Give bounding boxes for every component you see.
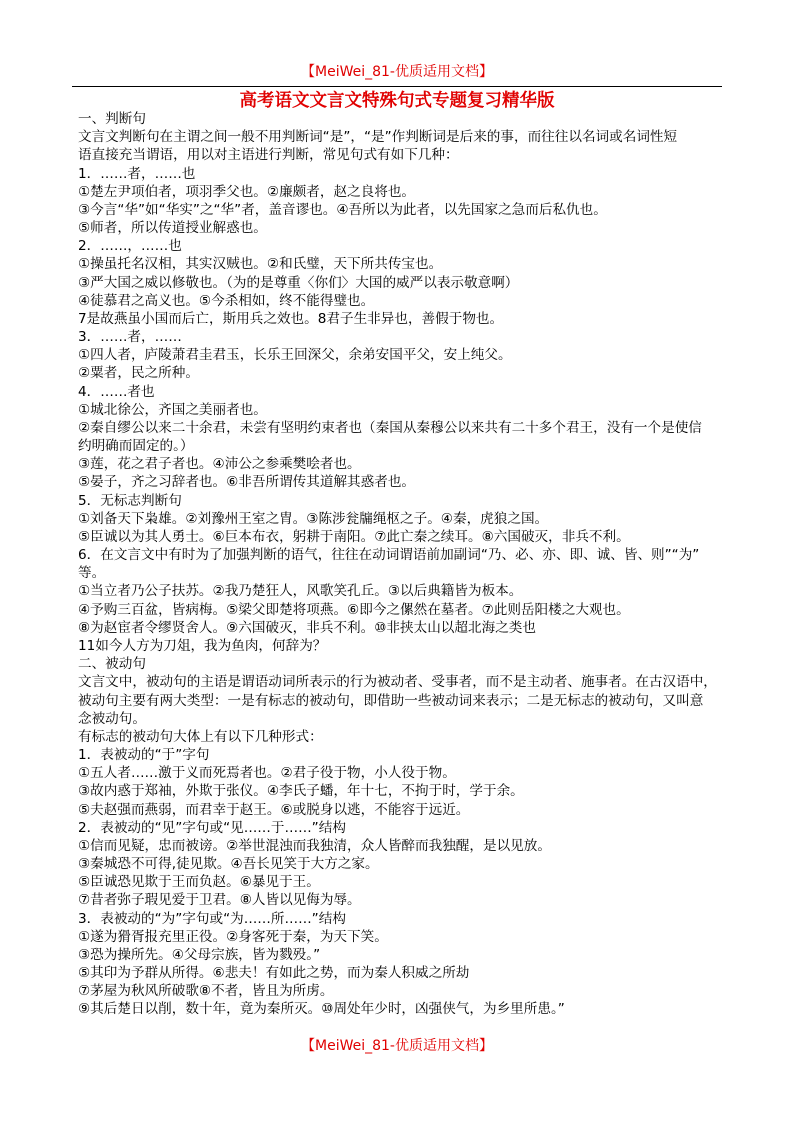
text-line: 7是故燕虽小国而后亡，斯用兵之效也。8君子生非异也，善假于物也。: [78, 310, 504, 327]
text-line: ⑨其后楚日以削，数十年，竟为秦所灭。⑩周处年少时，凶强侠气，为乡里所患。”: [78, 1001, 565, 1018]
text-line: ①遂为猾胥报充里正役。②身客死于秦，为天下笑。: [78, 928, 388, 945]
section-heading-judgment: 一、判断句: [78, 111, 146, 127]
text-line: 语直接充当谓语，用以对主语进行判断，常见句式有如下几种：: [78, 147, 459, 164]
header-divider: [72, 86, 722, 87]
text-line: ①信而见疑，忠而被谤。②举世混浊而我独清，众人皆醉而我独醒，是以见放。: [78, 837, 551, 854]
page-header: 【MeiWei_81-优质适用文档】: [301, 64, 493, 80]
text-line: ①刘备天下枭雄。②刘豫州王室之胄。③陈涉瓮牖绳枢之子。④秦，虎狼之国。: [78, 510, 549, 527]
text-line: ⑤其印为予群从所得。⑥悲夫！有如此之势，而为秦人积威之所劫: [78, 965, 470, 982]
text-line: 约明确而固定的。）: [78, 438, 194, 455]
text-line: ⑦昔者弥子瑕见爱于卫君。⑧人皆以见侮为辱。: [78, 892, 361, 909]
text-line: ⑤臣诚以为其人勇士。⑥巨本布衣，躬耕于南阳。⑦此亡秦之续耳。⑧六国破灭，非兵不利。: [78, 528, 630, 545]
subsection-heading: 5．无标志判断句: [78, 492, 182, 509]
text-line: ①城北徐公，齐国之美丽者也。: [78, 401, 267, 418]
document-body: [78, 110, 778, 1019]
text-line: ③秦城恐不可得,徒见欺。④吾长见笑于大方之家。: [78, 856, 379, 873]
text-line: ③今言“华”如“华实”之“华”者，盖音谬也。④吾所以为此者，以先国家之急而后私仇也。: [78, 201, 607, 218]
text-line: ①当立者乃公子扶苏。②我乃楚狂人，风歌笑孔丘。③以后典籍皆为板本。: [78, 583, 523, 600]
subsection-heading: 6．在文言文中有时为了加强判断的语气，往往在动词谓语前加副词“乃、必、亦、即、诚、皆、则”“为”: [78, 547, 700, 564]
text-line: 文言文中，被动句的主语是谓语动词所表示的行为被动者、受事者，而不是主动者、施事者。在古汉语中，: [78, 674, 717, 691]
text-line: ①五人者……激于义而死焉者也。②君子役于物，小人役于物。: [78, 765, 456, 782]
text-line: ②秦自缪公以来二十余君，未尝有坚明约束者也（秦国从秦穆公以来共有二十多个君王，没有一个是使信: [78, 419, 702, 436]
text-line: ②粟者，民之所种。: [78, 365, 199, 382]
document-title: 高考语文文言文特殊句式专题复习精华版: [239, 91, 555, 111]
text-line: ③莲，花之君子者也。④沛公之参乘樊哙者也。: [78, 456, 361, 473]
text-line: ③严大国之威以修敬也。（为的是尊重〈你们〉大国的威严以表示敬意啊）: [78, 274, 519, 291]
text-line: ⑤师者，所以传道授业解惑也。: [78, 220, 267, 237]
text-line: 11如今人方为刀俎，我为鱼肉，何辞为？: [78, 637, 327, 654]
text-line: 等。: [78, 565, 106, 582]
subsection-heading: 1．表被动的“于”字句: [78, 747, 210, 764]
text-line: ①操虽托名汉相，其实汉贼也。②和氏璧，天下所共传宝也。: [78, 256, 443, 273]
text-line: ①四人者，庐陵萧君圭君玉，长乐王回深父，余弟安国平父，安上纯父。: [78, 347, 512, 364]
text-line: 念被动句。: [78, 710, 146, 727]
text-line: ⑦茅屋为秋风所破歌⑧不者，皆且为所虏。: [78, 983, 334, 1000]
subsection-heading: 2．表被动的“见”字句或“见……于……”结构: [78, 819, 346, 836]
text-line: ⑧为赵宦者令缪贤舍人。⑨六国破灭，非兵不利。⑩非挟太山以超北海之类也: [78, 619, 536, 636]
text-line: ①楚左尹项伯者，项羽季父也。②廉颇者，赵之良将也。: [78, 183, 416, 200]
text-line: ③故内惑于郑袖，外欺于张仪。④李氏子蟠，年十七，不拘于时，学于余。: [78, 783, 524, 800]
subsection-heading: 2．……，……也: [78, 238, 182, 255]
section-heading-passive: 二、被动句: [78, 656, 146, 673]
subsection-heading: 3．……者，……: [78, 329, 182, 346]
text-line: ⑤晏子，齐之习辞者也。⑥非吾所谓传其道解其惑者也。: [78, 474, 416, 491]
text-line: ④予购三百盆，皆病梅。⑤梁父即楚将项燕。⑥即今之傫然在墓者。⑦此则岳阳楼之大观也。: [78, 601, 630, 618]
page-footer: 【MeiWei_81-优质适用文档】: [301, 1038, 493, 1054]
subsection-heading: 1．……者，……也: [78, 165, 196, 182]
text-line: 有标志的被动句大体上有以下几种形式：: [78, 728, 323, 745]
subsection-heading: 4．……者也: [78, 383, 155, 400]
text-line: 文言文判断句在主谓之间一般不用判断词“是”，“是”作判断词是后来的事，而往往以名词或名词性短: [78, 129, 678, 146]
text-line: ⑤夫赵强而燕弱，而君幸于赵王。⑥或脱身以逃，不能容于远近。: [78, 801, 470, 818]
subsection-heading: 3．表被动的“为”字句或“为……所……”结构: [78, 910, 346, 927]
text-line: 被动句主要有两大类型：一是有标志的被动句，即借助一些被动词来表示；二是无标志的被动句，又叫意: [78, 692, 704, 709]
text-line: ⑤臣诚恐见欺于王而负赵。⑥暴见于王。: [78, 874, 320, 891]
text-line: ③恐为操所先。④父母宗族，皆为戮殁。”: [78, 946, 321, 963]
text-line: ④徒慕君之高义也。⑤今杀相如，终不能得璧也。: [78, 292, 375, 309]
